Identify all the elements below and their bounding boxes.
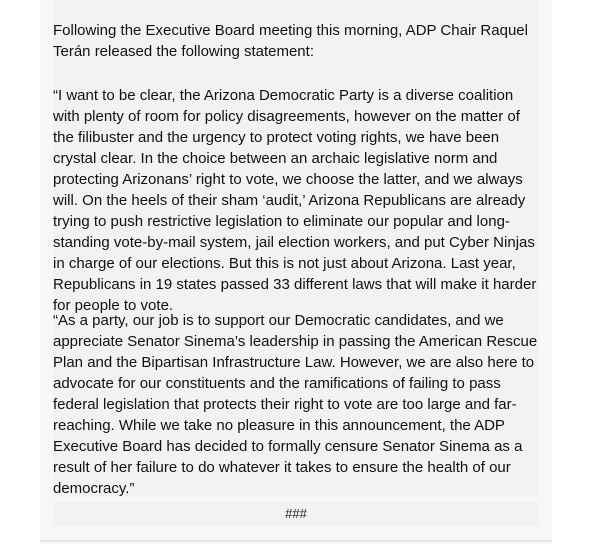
quote-paragraph-1: “I want to be clear, the Arizona Democratic Party is a diverse coalition with plenty of room for policy disagreements, however on the matter of the filibuster and the urgency to protect voting rights, we have been crystal clear. In the choice between an archaic legislative norm and protecting Arizonans’ right to vote, we choose the latter, and we always will. On the heels of their sham ‘audit,’ Arizona Republicans are already trying to push restrictive legislation to eliminate our popular and long-standing vote-by-mail system, jail election workers, and put Cyber Ninjas in charge of our elections. But this is not just about Arizona. Last year, Republicans in 19 states passed 33 different laws that will make it harder for people to vote. xyxy=(53,87,537,314)
quote-paragraph-2: “As a party, our job is to support our Democratic candidates, and we appreciate Senator Sinema’s leadership in passing the American Rescue Plan and the Bipartisan Infrastructure Law. However, we are also here to advocate for our constituents and the ramifications of failing to pass federal legislation that protects their right to vote are too large and far-reaching. While we take no pleasure in this announcement, the ADP Executive Board has decided to formally censure Senator Sinema as a result of her failure to do whatever it takes to ensure the health of our democracy.” xyxy=(53,312,538,497)
intro-paragraph: Following the Executive Board meeting this morning, ADP Chair Raquel Terán released the following statement: xyxy=(53,22,528,60)
statement-body xyxy=(53,0,539,496)
divider xyxy=(40,540,552,542)
end-mark: ### xyxy=(53,502,539,526)
